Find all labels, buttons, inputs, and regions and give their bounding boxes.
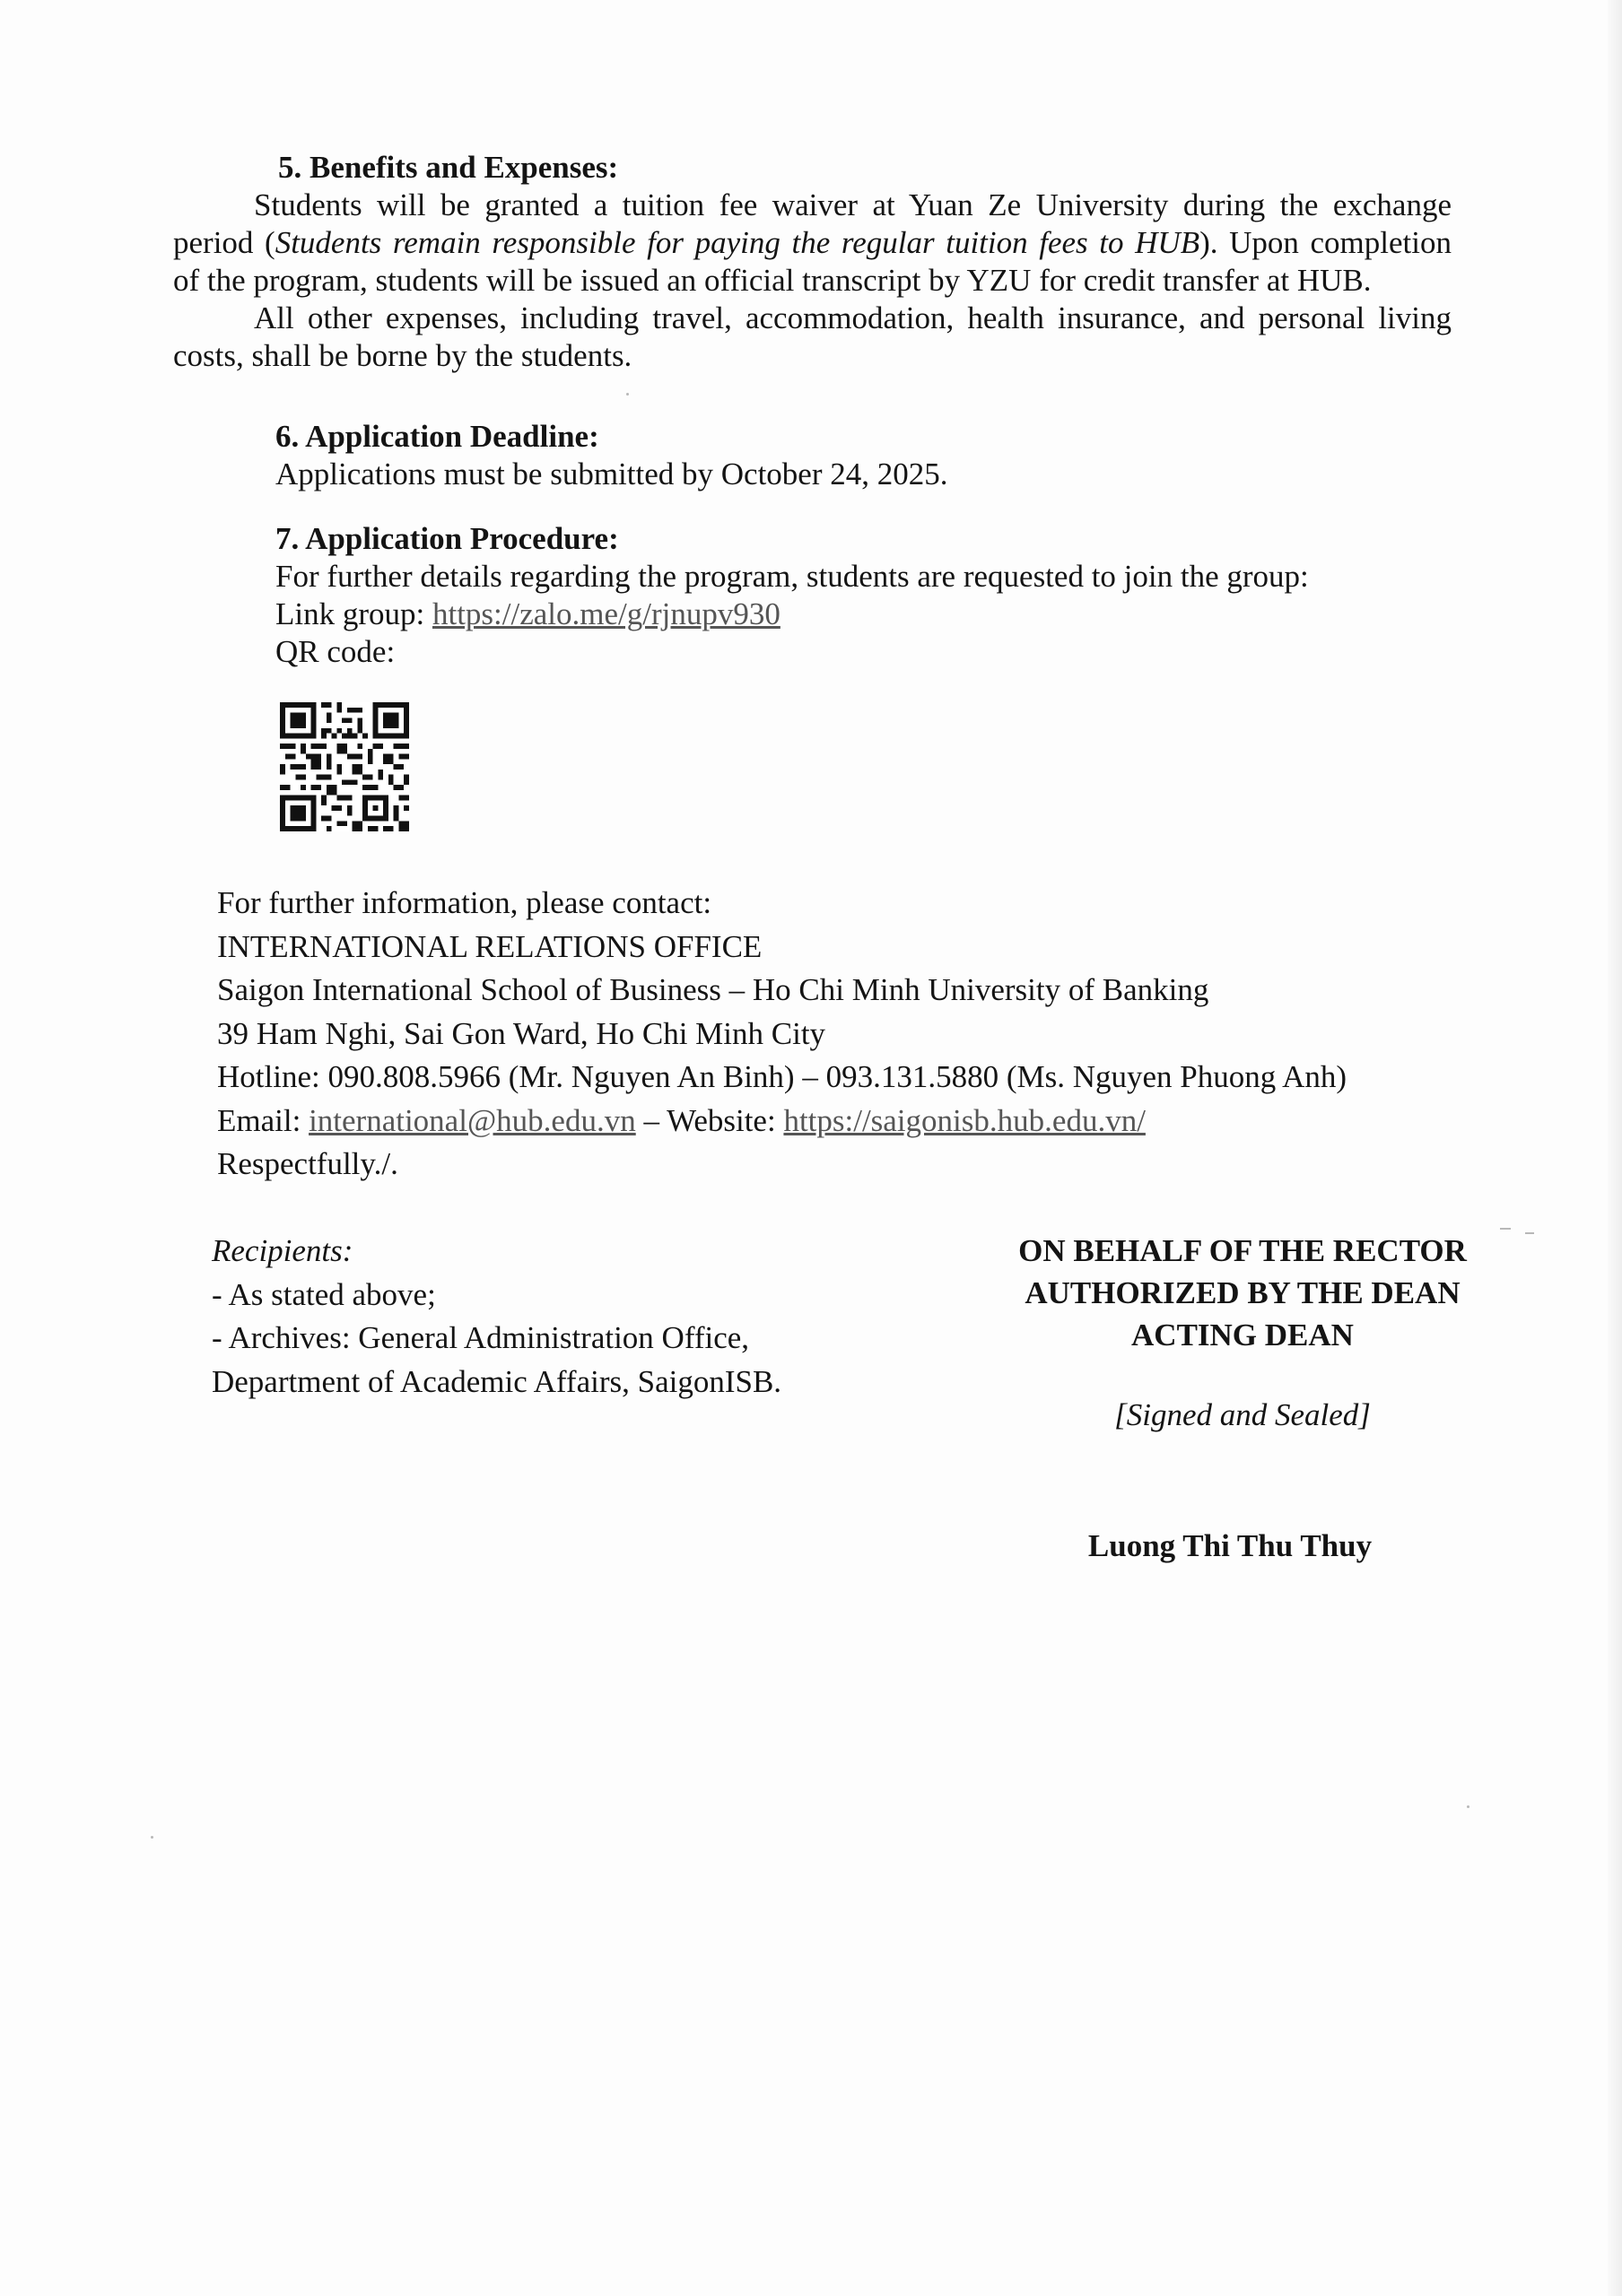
scan-speck (151, 1836, 153, 1839)
paragraph-line: period (Students remain responsible for paying the regular tuition fees to HUB). Upon completion (173, 225, 1452, 260)
recipient-item: - Archives: General Administration Office, (212, 1320, 750, 1355)
recipients-title: Recipients: (212, 1233, 353, 1268)
paragraph-line: of the program, students will be issued an official transcript by YZU for credit transfer at HUB. (173, 263, 1372, 298)
section-heading: 7. Application Procedure: (275, 521, 619, 556)
signed-note: [Signed and Sealed] (1114, 1397, 1371, 1432)
recipient-item: Department of Academic Affairs, SaigonISB. (212, 1363, 782, 1399)
group-link-line: Link group: https://zalo.me/g/rjnupv930 (275, 596, 780, 631)
scan-speck (626, 393, 629, 396)
section-heading: 6. Application Deadline: (275, 419, 599, 454)
signature-title: AUTHORIZED BY THE DEAN (1025, 1275, 1461, 1310)
scan-speck (1500, 1228, 1511, 1230)
procedure-text: For further details regarding the program, students are requested to join the group: (275, 559, 1309, 594)
qr-code-icon (280, 702, 409, 831)
school-name: Saigon International School of Business – Ho Chi Minh University of Banking (217, 972, 1209, 1007)
section-deadline (275, 418, 1442, 493)
group-link[interactable]: https://zalo.me/g/rjnupv930 (432, 596, 780, 631)
recipients-block (212, 1230, 894, 1404)
signature-block (955, 1230, 1530, 1356)
section-procedure (275, 520, 1442, 671)
scan-speck (1467, 1805, 1469, 1808)
paragraph-line: costs, shall be borne by the students. (173, 338, 632, 373)
signature-title: ON BEHALF OF THE RECTOR (1018, 1233, 1467, 1268)
signature-title: ACTING DEAN (1131, 1318, 1354, 1352)
email-website-line: Email: international@hub.edu.vn – Website: https://saigonisb.hub.edu.vn/ (217, 1102, 1146, 1138)
office-name: INTERNATIONAL RELATIONS OFFICE (217, 928, 763, 964)
italic-note: Students remain responsible for paying the regular tuition fees to HUB (275, 225, 1200, 260)
hotline: Hotline: 090.808.5966 (Mr. Nguyen An Binh) – 093.131.5880 (Ms. Nguyen Phuong Anh) (217, 1059, 1347, 1094)
section-benefits (173, 149, 1452, 375)
closing: Respectfully./. (217, 1146, 398, 1181)
website-link[interactable]: https://saigonisb.hub.edu.vn/ (783, 1102, 1146, 1138)
section-heading: 5. Benefits and Expenses: (278, 150, 619, 185)
paragraph-line: Students will be granted a tuition fee waiver at Yuan Ze University during the exchange (254, 187, 1452, 222)
recipient-item: - As stated above; (212, 1276, 436, 1312)
address: 39 Ham Nghi, Sai Gon Ward, Ho Chi Minh City (217, 1015, 826, 1051)
contact-intro: For further information, please contact: (217, 885, 712, 920)
qr-label: QR code: (275, 634, 396, 669)
paragraph-line: All other expenses, including travel, accommodation, health insurance, and personal living (254, 300, 1452, 335)
page-edge-shadow (1608, 0, 1622, 2296)
contact-block (217, 882, 1473, 1187)
scan-speck (1525, 1232, 1534, 1234)
signer-name: Luong Thi Thu Thuy (1087, 1528, 1373, 1563)
email-link[interactable]: international@hub.edu.vn (309, 1102, 636, 1138)
deadline-text: Applications must be submitted by October 24, 2025. (275, 457, 948, 491)
